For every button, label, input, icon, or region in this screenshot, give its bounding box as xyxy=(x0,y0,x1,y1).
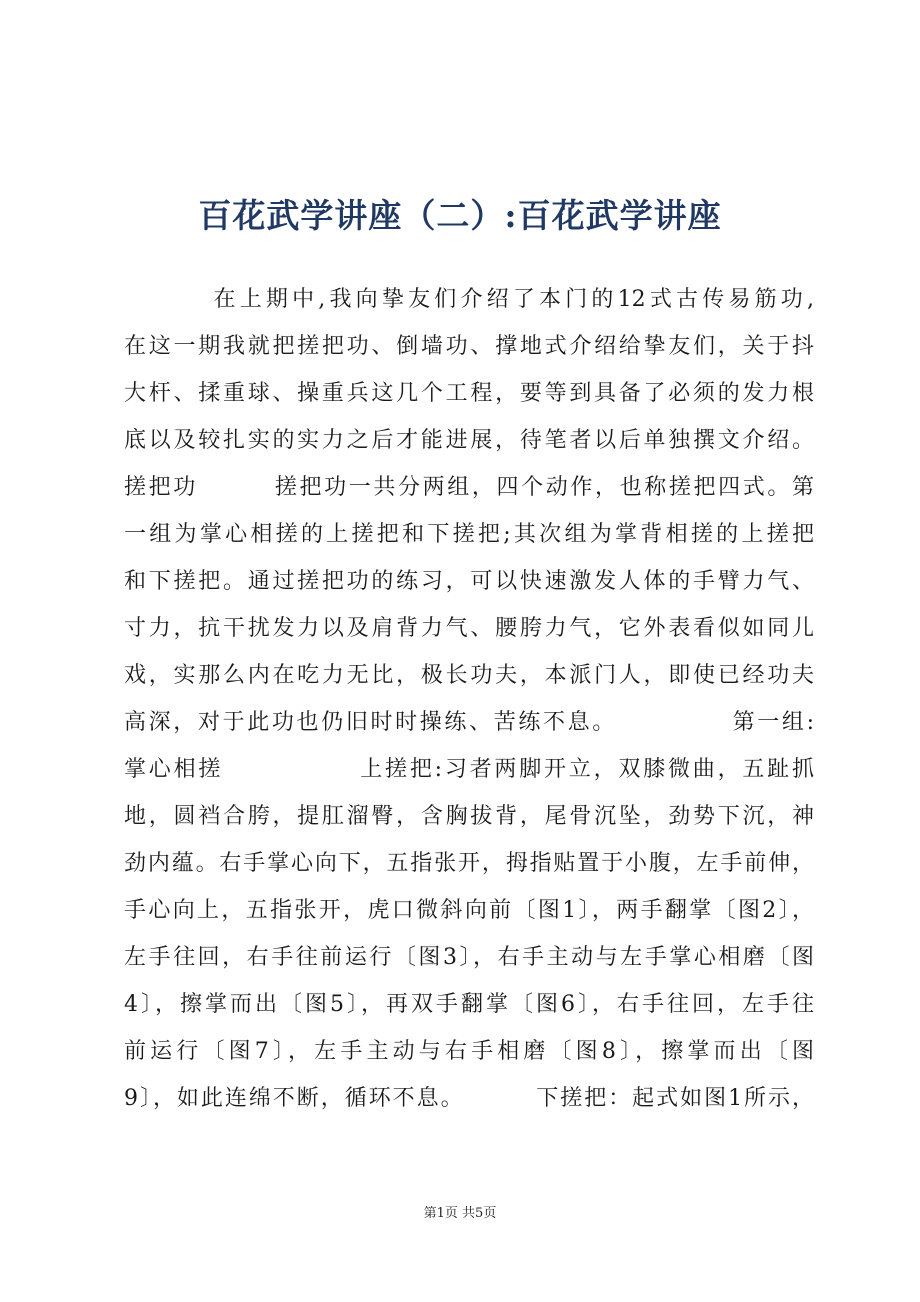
page-number: 第1页 共5页 xyxy=(423,1206,497,1221)
body-line: 手心向上，五指张开，虎口微斜向前〔图1〕，两手翻掌〔图2〕， xyxy=(124,898,814,923)
page-title: 百花武学讲座（二）:百花武学讲座 xyxy=(198,196,722,235)
body-line: 掌心相搓 上搓把:习者两脚开立，双膝微曲，五趾抓 xyxy=(124,757,814,782)
body-line: 和下搓把。通过搓把功的练习，可以快速激发人体的手臂力气、 xyxy=(124,569,814,594)
body-line: 一组为掌心相搓的上搓把和下搓把;其次组为掌背相搓的上搓把 xyxy=(124,522,814,547)
body-line: 左手往回，右手往前运行〔图3〕，右手主动与左手掌心相磨〔图 xyxy=(124,945,814,970)
body-line: 4〕，擦掌而出〔图5〕，再双手翻掌〔图6〕，右手往回，左手往 xyxy=(124,992,814,1017)
body-line: 地，圆裆合胯，提肛溜臀，含胸拔背，尾骨沉坠，劲势下沉，神 xyxy=(124,804,814,829)
body-line: 寸力，抗干扰发力以及肩背力气、腰胯力气，它外表看似如同儿 xyxy=(124,616,814,641)
body-line: 戏，实那么内在吃力无比，极长功夫，本派门人，即使已经功夫 xyxy=(124,663,814,688)
body-line: 搓把功 搓把功一共分两组，四个动作，也称搓把四式。第 xyxy=(124,475,814,500)
body-line: 9〕，如此连绵不断，循环不息。 下搓把：起式如图1所示， xyxy=(124,1086,814,1111)
body-line: 劲内蕴。右手掌心向下，五指张开，拇指贴置于小腹，左手前伸， xyxy=(124,851,814,876)
body-line: 前运行〔图7〕，左手主动与右手相磨〔图8〕，擦掌而出〔图 xyxy=(124,1039,814,1064)
body-line: 底以及较扎实的实力之后才能进展，待笔者以后单独撰文介绍。 xyxy=(124,428,814,453)
body-line: 在上期中,我向挚友们介绍了本门的12式古传易筋功, xyxy=(124,287,814,312)
body-line: 大杆、揉重球、操重兵这几个工程，要等到具备了必须的发力根 xyxy=(124,381,814,406)
body-line: 高深，对于此功也仍旧时时操练、苦练不息。 第一组: xyxy=(124,710,814,735)
document-body xyxy=(124,276,814,1122)
body-line: 在这一期我就把搓把功、倒墙功、撑地式介绍给挚友们，关于抖 xyxy=(124,334,814,359)
